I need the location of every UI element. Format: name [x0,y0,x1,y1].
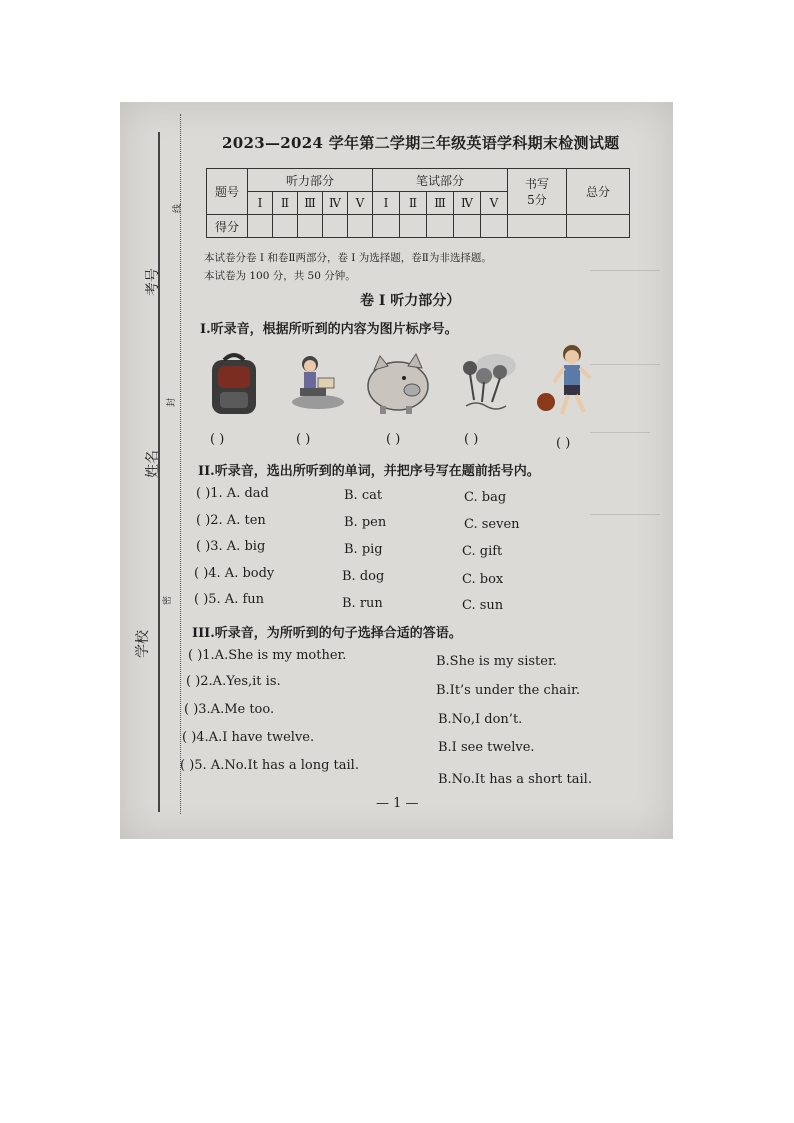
s2-q1-b: B. cat [344,488,383,503]
col-w4: Ⅳ [454,192,481,215]
score-cell[interactable] [427,215,454,238]
section3-heading: III.听录音，为所听到的句子选择合适的答语。 [192,626,462,641]
col-l4: Ⅳ [323,192,348,215]
shuxie-score: 5分 [527,192,547,207]
cell-listening: 听力部分 [248,169,373,192]
note-line2: 本试卷为 100 分，共 50 分钟。 [204,270,356,282]
part-title: 卷 I 听力部分） [360,293,461,309]
s3-q3-b: B.No,I don’t. [438,712,523,727]
s3-q4-a: ( )4.A.I have twelve. [182,730,315,745]
score-cell[interactable] [323,215,348,238]
s3-q2-a: ( )2.A.Yes,it is. [186,674,281,689]
flowers-icon [456,350,520,420]
note-line1: 本试卷分卷 I 和卷Ⅱ两部分，卷 I 为选择题，卷Ⅱ为非选择题。 [204,252,492,264]
cut-line [180,114,181,814]
score-cell[interactable] [508,215,567,238]
s2-q2-c: C. seven [464,517,520,532]
cell-total: 总分 [567,169,630,215]
mark-feng: 封 [167,397,178,408]
label-xuexiao: 学校 [135,630,151,658]
section1-heading: I.听录音，根据所听到的内容为图片标序号。 [200,322,458,337]
page-number: — 1 — [376,796,419,811]
mark-mi: 密 [163,595,174,606]
score-cell[interactable] [273,215,298,238]
s2-q3-c: C. gift [462,544,503,559]
label-kaohao: 考号 [145,268,161,296]
col-w1: I [373,192,400,215]
s2-q3-b: B. pig [344,542,383,557]
col-l3: Ⅲ [298,192,323,215]
cell-writing: 笔试部分 [373,169,508,192]
s3-q3-a: ( )3.A.Me too. [184,702,275,717]
s3-q2-b: B.It’s under the chair. [436,683,580,698]
cell-shuxie [508,169,567,215]
boy-reading-icon [288,352,348,416]
score-table [206,168,630,238]
score-cell[interactable] [400,215,427,238]
cell-tihao: 题号 [207,169,248,215]
exam-photo [120,102,673,839]
s2-q4-b: B. dog [342,569,385,584]
s2-q4-c: C. box [462,572,504,587]
col-l1: I [248,192,273,215]
score-cell[interactable] [348,215,373,238]
pic1-answer[interactable]: ( ) [210,432,225,447]
pig-icon [364,350,432,420]
score-cell[interactable] [373,215,400,238]
mark-xian: 线 [173,203,184,214]
shuxie-label: 书写 [524,176,549,191]
s2-q1-c: C. bag [464,490,507,505]
s2-q5-b: B. run [342,596,383,611]
s2-q5: ( )5. A. fun [194,592,265,607]
score-cell[interactable] [567,215,630,238]
s2-q4: ( )4. A. body [194,566,275,581]
s3-q5-b: B.No.It has a short tail. [438,772,592,787]
score-cell[interactable] [298,215,323,238]
col-l5: V [348,192,373,215]
pic3-answer[interactable]: ( ) [386,432,401,447]
section2-heading: II.听录音，选出所听到的单词，并把序号写在题前括号内。 [198,464,540,479]
col-l2: Ⅱ [273,192,298,215]
s3-q1-b: B.She is my sister. [436,654,557,669]
score-cell[interactable] [481,215,508,238]
col-w3: Ⅲ [427,192,454,215]
s2-q5-c: C. sun [462,598,504,613]
cell-defen: 得分 [207,215,248,238]
s2-q2-b: B. pen [344,515,387,530]
boy-ball-icon [532,342,602,426]
pic4-answer[interactable]: ( ) [464,432,479,447]
label-xingming: 姓名 [145,450,161,478]
exam-title: 2023—2024 学年第二学期三年级英语学科期末检测试题 [222,134,620,152]
score-cell[interactable] [248,215,273,238]
s3-q1-a: ( )1.A.She is my mother. [188,648,347,663]
s3-q5-a: ( )5. A.No.It has a long tail. [180,758,359,773]
s3-q4-b: B.I see twelve. [438,740,535,755]
s2-q3: ( )3. A. big [196,539,266,554]
s2-q1: ( )1. A. dad [196,486,269,501]
score-cell[interactable] [454,215,481,238]
s2-q2: ( )2. A. ten [196,513,266,528]
pic2-answer[interactable]: ( ) [296,432,311,447]
col-w5: V [481,192,508,215]
pic5-answer[interactable]: ( ) [556,436,571,451]
backpack-icon [206,350,262,422]
col-w2: Ⅱ [400,192,427,215]
